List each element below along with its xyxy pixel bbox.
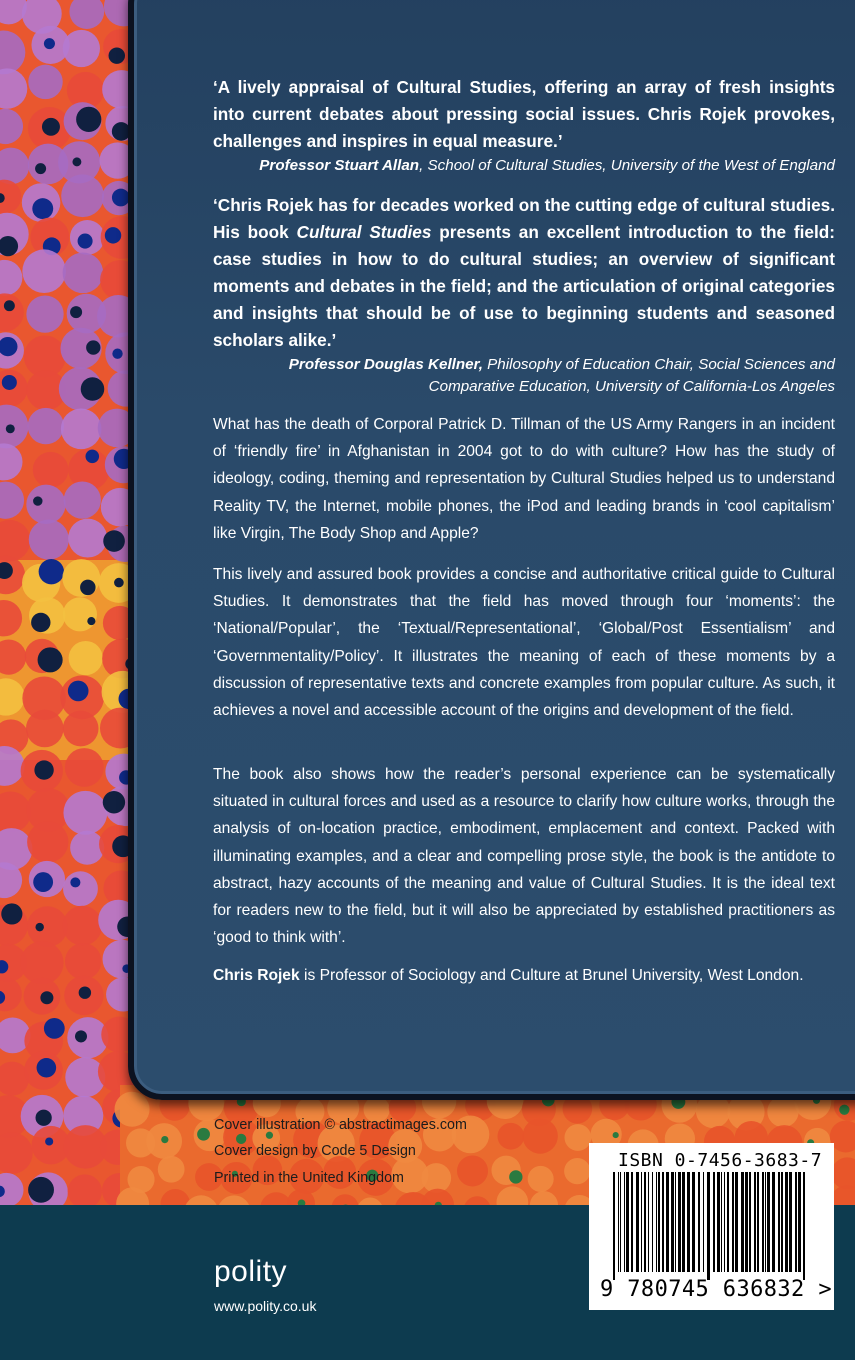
barcode-bar xyxy=(656,1172,657,1272)
background-circle xyxy=(158,1156,185,1183)
background-dot xyxy=(45,1137,53,1145)
barcode-bar xyxy=(772,1172,775,1272)
background-circle xyxy=(528,1166,554,1192)
background-dot xyxy=(68,681,89,702)
background-dot xyxy=(35,163,46,174)
quote-2-book-title: Cultural Studies xyxy=(296,222,432,242)
background-circle xyxy=(64,481,101,518)
barcode-bar xyxy=(624,1172,625,1272)
background-dot xyxy=(613,1132,619,1138)
quote-2-affiliation-line1: Philosophy of Education Chair, Social Sciences and xyxy=(487,356,835,373)
paragraph-text: What has the death of Corporal Patrick D. Tillman of the US Army Rangers in an incident of ‘friendly fire’ in Afghanistan in 2004 got to do with culture? How has the study of ideology, coding, theming and representation by Cultural Studies helped us to understand Reality TV, the Internet, mobile phones, the iPod and leading brands in ‘cool capitalism’ like Virgin, The Body Shop and Apple? xyxy=(213,416,835,542)
background-circle xyxy=(63,30,100,67)
background-dot xyxy=(44,38,55,49)
background-dot xyxy=(81,377,105,401)
barcode-bar xyxy=(785,1172,788,1272)
barcode-bar xyxy=(765,1172,766,1272)
background-dot xyxy=(161,1136,168,1143)
background-circle xyxy=(63,871,98,906)
quote-2-text-part2: presents an excellent introduction to the field: case studies in how to do cultural studies; an overview of significant moments and debates in the field; and the articulation of original categories and insights that should be of use to beginning students and seasoned scholars alike.’ xyxy=(213,222,835,350)
author-bio xyxy=(213,962,835,989)
background-dot xyxy=(37,1058,57,1078)
barcode-bar xyxy=(713,1172,715,1272)
background-dot xyxy=(70,306,82,318)
barcode-bar xyxy=(803,1172,805,1280)
background-dot xyxy=(75,1030,87,1042)
barcode-bar xyxy=(652,1172,653,1272)
isbn-label: ISBN 0-7456-3683-7 xyxy=(618,1150,823,1171)
background-dot xyxy=(70,877,80,887)
background-dot xyxy=(1,903,22,924)
quote-1-attribution: Professor Stuart Allan, School of Cultural Studies, University of the West of England xyxy=(259,157,835,174)
background-dot xyxy=(2,375,17,390)
background-dot xyxy=(109,47,125,63)
background-circle xyxy=(27,821,68,862)
quote-2-text xyxy=(213,192,835,354)
background-circle xyxy=(26,710,64,748)
barcode-bar xyxy=(767,1172,770,1272)
background-circle xyxy=(68,519,107,558)
background-circle xyxy=(69,641,103,675)
barcode-bar xyxy=(692,1172,695,1272)
background-dot xyxy=(112,349,122,359)
barcode-bar xyxy=(618,1172,619,1272)
barcode-bar xyxy=(798,1172,801,1272)
barcode-bar xyxy=(687,1172,690,1272)
barcode-bar xyxy=(648,1172,649,1272)
quote-2 xyxy=(213,192,835,398)
credit-illustration: Cover illustration © abstractimages.com xyxy=(214,1117,467,1133)
quote-1-text: ‘A lively appraisal of Cultural Studies, offering an array of fresh insights into current debates about pressing social issues. Chris Rojek provokes, challenges and inspires in equal measure.’ xyxy=(213,77,835,151)
barcode-bar xyxy=(741,1172,744,1272)
background-dot xyxy=(509,1170,522,1183)
background-dot xyxy=(6,424,15,433)
background-circle xyxy=(522,1118,557,1153)
barcode-bar xyxy=(795,1172,797,1272)
background-dot xyxy=(38,647,63,672)
background-dot xyxy=(103,791,125,813)
barcode-bar xyxy=(666,1172,669,1272)
paragraph-text: The book also shows how the reader’s personal experience can be systematically situated in cultural forces and used as a resource to clarify how culture works, through the analysis of on-location practice, embodiment, emplacement and context. Packed with illuminating examples, and a clear and compelling prose style, the book is the antidote to abstract, hazy accounts of the meaning and value of Cultural Studies. It is the ideal text for readers new to the field, but it will also be appreciated by established practitioners as ‘good to think with’. xyxy=(213,766,835,947)
background-dot xyxy=(35,923,43,931)
barcode-bar xyxy=(675,1172,676,1272)
barcode-bar xyxy=(626,1172,629,1272)
background-dot xyxy=(86,340,100,354)
background-dot xyxy=(44,1018,65,1039)
background-circle xyxy=(63,906,103,946)
background-circle xyxy=(564,1124,591,1151)
background-circle xyxy=(65,748,104,787)
background-circle xyxy=(70,831,104,865)
background-dot xyxy=(85,450,99,464)
background-dot xyxy=(80,580,95,595)
background-dot xyxy=(76,107,101,132)
quote-1-affiliation: School of Cultural Studies, University of the West of England xyxy=(427,157,835,174)
background-circle xyxy=(564,1158,590,1184)
barcode-bar xyxy=(698,1172,700,1272)
barcode-bar xyxy=(671,1172,674,1272)
credit-printed: Printed in the United Kingdom xyxy=(214,1169,404,1186)
background-circle xyxy=(497,1123,524,1150)
barcode-bar xyxy=(636,1172,639,1272)
author-bio-text xyxy=(213,962,835,989)
ean-number: 9 780745 636832 > xyxy=(600,1277,832,1302)
background-dot xyxy=(40,991,53,1004)
publisher-url[interactable]: www.polity.co.uk xyxy=(214,1298,317,1314)
barcode-bar xyxy=(717,1172,720,1272)
barcode-bar xyxy=(757,1172,759,1272)
background-circle xyxy=(63,791,107,835)
background-dot xyxy=(103,530,125,552)
publisher-logo: polity xyxy=(214,1255,288,1288)
barcode-bar xyxy=(781,1172,783,1272)
quote-2-affiliation-line2: Comparative Education, University of California-Los Angeles xyxy=(428,378,835,395)
description-paragraph-3 xyxy=(213,761,835,951)
background-circle xyxy=(27,906,68,947)
quote-1-author: Professor Stuart Allan xyxy=(259,157,420,174)
background-circle xyxy=(61,409,102,450)
author-name: Chris Rojek xyxy=(213,967,300,984)
cover-credits xyxy=(214,1112,467,1191)
background-dot xyxy=(839,1105,849,1115)
background-dot xyxy=(33,872,53,892)
barcode-bar xyxy=(682,1172,685,1272)
barcode-bar xyxy=(613,1172,615,1280)
background-circle xyxy=(22,249,66,293)
background-dot xyxy=(114,578,124,588)
quote-2-text-part1: ‘Chris Rojek has for decades worked on the cutting edge of cultural studies. His book xyxy=(213,195,835,242)
barcode-bar xyxy=(789,1172,792,1272)
background-dot xyxy=(87,617,95,625)
barcode-bar xyxy=(631,1172,633,1272)
background-dot xyxy=(39,559,64,584)
background-circle xyxy=(33,452,69,488)
author-bio-description: is Professor of Sociology and Culture at Brunel University, West London. xyxy=(299,967,804,984)
background-dot xyxy=(31,613,50,632)
credit-design: Cover design by Code 5 Design xyxy=(214,1143,416,1160)
barcode-bar xyxy=(727,1172,729,1272)
background-circle xyxy=(26,295,63,332)
background-circle xyxy=(26,485,65,524)
background-dot xyxy=(72,157,81,166)
background-circle xyxy=(63,253,104,294)
barcode-bar xyxy=(644,1172,646,1272)
background-dot xyxy=(36,1110,52,1126)
background-dot xyxy=(78,234,93,249)
background-dot xyxy=(4,300,15,311)
barcode-bar xyxy=(749,1172,751,1272)
background-circle xyxy=(28,408,64,444)
background-dot xyxy=(33,496,42,505)
background-dot xyxy=(34,760,53,779)
background-circle xyxy=(61,174,104,217)
barcode-bar xyxy=(778,1172,780,1272)
background-dot xyxy=(197,1128,210,1141)
barcode-bar xyxy=(762,1172,764,1272)
background-dot xyxy=(79,986,91,998)
background-dot xyxy=(42,118,60,136)
barcode-bar xyxy=(745,1172,748,1272)
background-circle xyxy=(65,943,102,980)
background-circle xyxy=(115,1092,150,1127)
background-circle xyxy=(63,711,99,747)
description-paragraph-2 xyxy=(213,561,835,724)
barcode-bar xyxy=(735,1172,738,1272)
background-dot xyxy=(28,1177,54,1203)
background-circle xyxy=(68,1174,102,1208)
barcode-bar xyxy=(732,1172,734,1272)
background-circle xyxy=(767,1096,798,1127)
barcode-icon xyxy=(611,1172,811,1280)
background-circle xyxy=(29,519,69,559)
barcode-bar xyxy=(724,1172,725,1272)
barcode-bar xyxy=(703,1172,704,1272)
background-dot xyxy=(32,198,53,219)
quote-1 xyxy=(213,74,835,177)
barcode-bar xyxy=(721,1172,722,1272)
quote-2-author: Professor Douglas Kellner, xyxy=(288,356,483,373)
barcode-bar xyxy=(641,1172,642,1272)
background-dot xyxy=(112,189,130,207)
background-circle xyxy=(28,65,62,99)
barcode-bar xyxy=(620,1172,621,1272)
barcode-bar xyxy=(658,1172,660,1272)
description-paragraph-1 xyxy=(213,411,835,547)
barcode-bar xyxy=(662,1172,664,1272)
background-circle xyxy=(63,597,97,631)
quote-2-attribution xyxy=(213,354,835,398)
barcode-bar xyxy=(678,1172,681,1272)
barcode-bar xyxy=(754,1172,756,1272)
barcode-bar xyxy=(707,1172,710,1280)
paragraph-text: This lively and assured book provides a concise and authoritative critical guide to Cultural Studies. It demonstrates that the field has moved through four ‘moments’: the ‘National/Popular’, the ‘Textual/Representational’, ‘Global/Post Essentialism’ and ‘Governmentality/Policy’. It illustrates the meaning of each of these moments by a discussion of representative texts and concrete examples from popular culture. As such, it achieves a novel and accessible account of the origins and development of the field. xyxy=(213,566,835,720)
background-dot xyxy=(105,227,121,243)
